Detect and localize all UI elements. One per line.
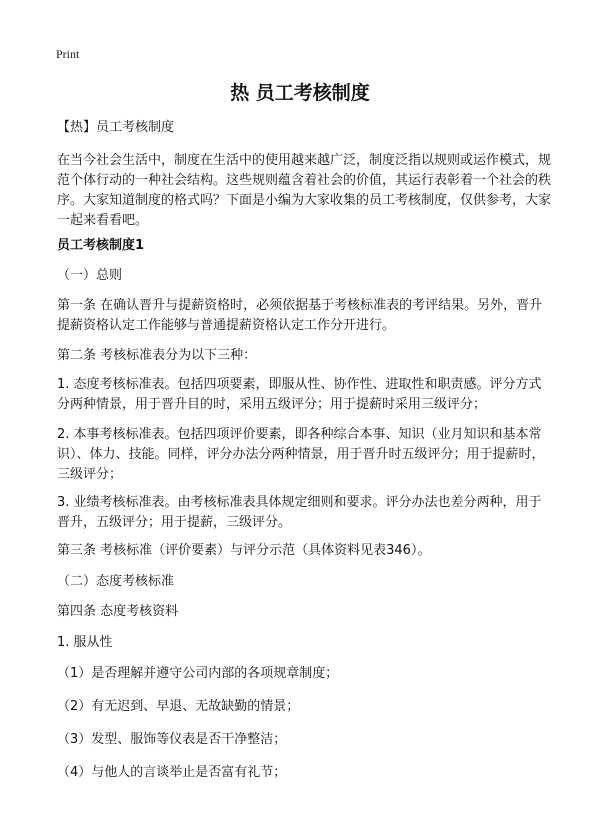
list-item-attitude: 1. 态度考核标准表。包括四项要素，即服从性、协作性、进取性和职责感。评分方式分两种情景，用于晋升目的时，采用五级评分；用于提薪时采用三级评分； <box>57 377 542 412</box>
obedience-item-2: （2）有无迟到、早退、无故缺勤的情景； <box>57 699 300 714</box>
tag-line: 【热】员工考核制度 <box>57 120 175 135</box>
obedience-item-1: （1）是否理解并遵守公司内部的各项规章制度； <box>57 666 339 681</box>
list-item-performance: 3. 业绩考核标准表。由考核标准表具体规定细则和要求。评分办法也差分两种，用于晋升，五级评分；用于提薪，三级评分。 <box>57 495 542 530</box>
subsection-general: （一）总则 <box>57 268 123 283</box>
article-1: 第一条 在确认晋升与提薪资格时，必须依据基于考核标准表的考评结果。另外，晋升提薪资格认定工作能够与普通提薪资格认定工作分开进行。 <box>57 298 543 333</box>
section-heading: 员工考核制度1 <box>57 238 145 253</box>
list-item-ability: 2. 本事考核标准表。包括四项评价要素，即各种综合本事、知识（业月知识和基本常识）、体力、技能。同样，评分办法分两种情景，用于晋升时五级评分；用于提薪时，三级评分； <box>57 427 545 482</box>
print-label[interactable]: Print <box>56 47 80 61</box>
article-3: 第三条 考核标准（评价要素）与评分示范（具体资料见表346）。 <box>57 543 431 558</box>
obedience-item-3: （3）发型、服饰等仪表是否干净整洁； <box>57 732 287 747</box>
article-4: 第四条 态度考核资料 <box>57 604 179 619</box>
article-2: 第二条 考核标准表分为以下三种： <box>57 348 257 363</box>
obedience-item-4: （4）与他人的言谈举止是否富有礼节； <box>57 765 287 780</box>
page-title: 热 员工考核制度 <box>230 82 370 104</box>
obedience-heading: 1. 服从性 <box>57 635 113 650</box>
subsection-attitude: （二）态度考核标准 <box>57 574 175 589</box>
intro-paragraph: 在当今社会生活中，制度在生活中的使用越来越广泛，制度泛指以规则或运作模式，规范个体行动的一种社会结构。这些规则蕴含着社会的价值，其运行表彰着一个社会的秩序。大家知道制度的格式吗？下面是小编为大家收集的员工考核制度，仅供参考，大家一起来看看吧。 <box>57 153 552 228</box>
